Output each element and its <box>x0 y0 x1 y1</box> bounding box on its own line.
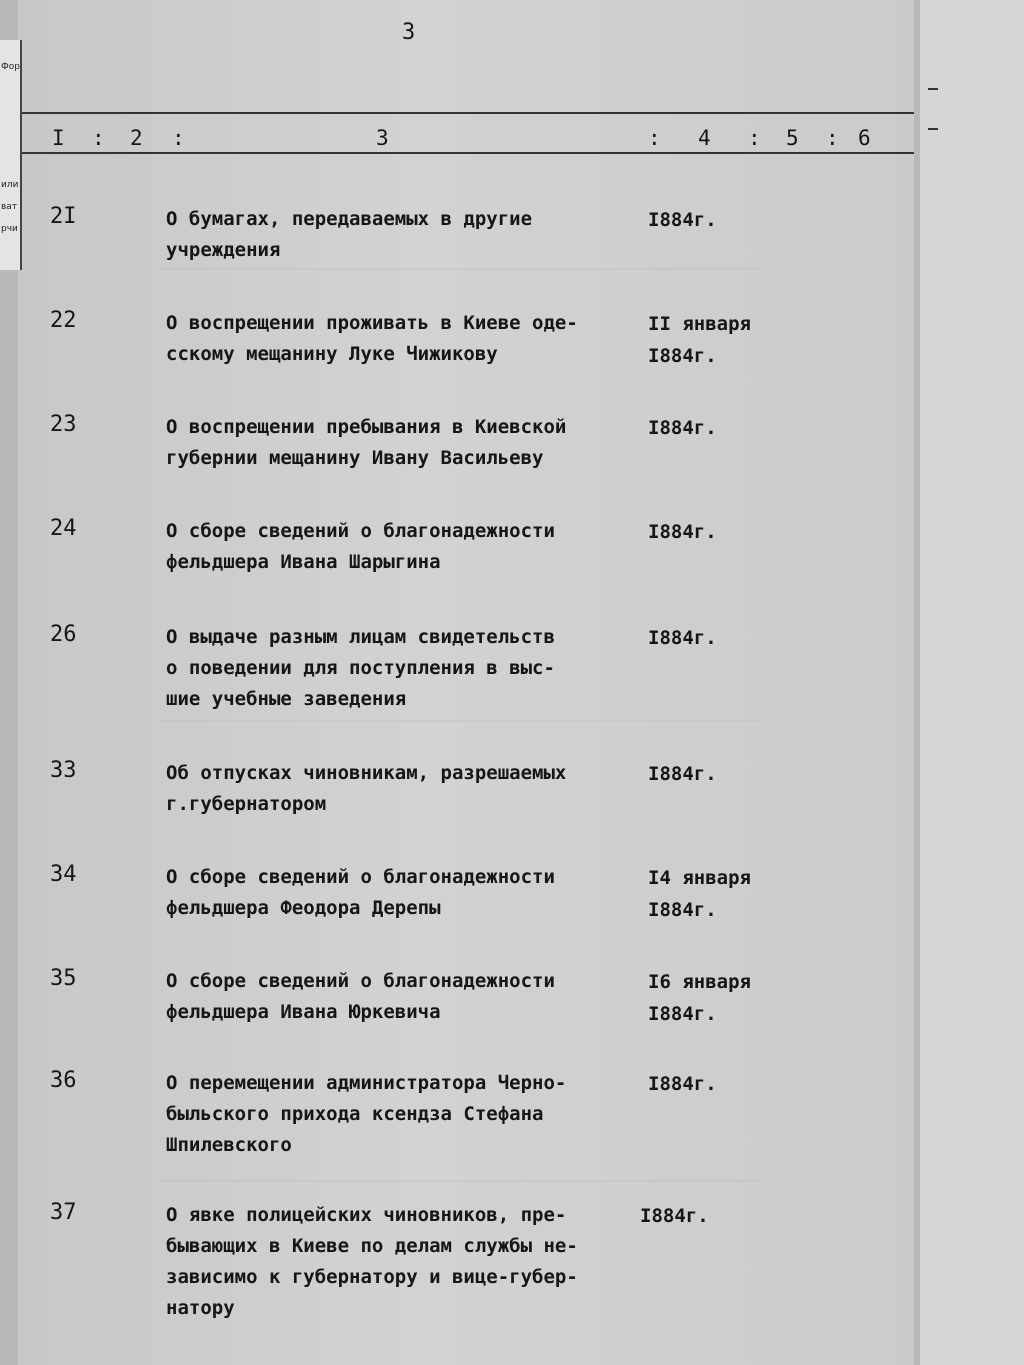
entry-title: О воспрещении пребывания в Киевской губернии мещанину Ивану Васильеву <box>166 416 567 469</box>
underlying-page <box>920 0 1024 1365</box>
column-separator: : <box>748 126 763 150</box>
entry-number: 26 <box>50 622 77 647</box>
entry-date: I884г. <box>640 1205 709 1227</box>
entry-number: 35 <box>50 966 77 991</box>
entry-date: I884г. <box>648 627 717 649</box>
column-header-3: 3 <box>376 126 391 150</box>
adjacent-page-edge <box>0 40 22 270</box>
column-header-6: 6 <box>858 126 873 150</box>
entry-number: 37 <box>50 1200 77 1225</box>
entry-title: О бумагах, передаваемых в другие учреждения <box>166 208 533 261</box>
entry-number: 23 <box>50 412 77 437</box>
edge-text: или <box>1 180 19 190</box>
entry-number: 36 <box>50 1068 77 1093</box>
margin-mark <box>928 128 938 130</box>
edge-text: ват <box>1 202 18 212</box>
column-header-5: 5 <box>786 126 801 150</box>
entry-title: О сборе сведений о благонадежности фельдшера Феодора Дерепы <box>166 866 555 919</box>
column-header-1: I <box>52 126 67 150</box>
edge-text: Фор <box>1 62 20 72</box>
entry-date: I884г. <box>648 1073 717 1095</box>
bleed-through <box>158 268 758 270</box>
column-separator: : <box>92 126 107 150</box>
column-header-4: 4 <box>698 126 713 150</box>
column-separator: : <box>826 126 841 150</box>
entry-date: I884г. <box>648 521 717 543</box>
entry-date: I884г. <box>648 763 717 785</box>
entry-number: 22 <box>50 308 77 333</box>
entry-number: 34 <box>50 862 77 887</box>
entry-title: О сборе сведений о благонадежности фельдшера Ивана Шарыгина <box>166 520 555 573</box>
entry-title: О выдаче разным лицам свидетельств о поведении для поступления в выс- шие учебные заведения <box>166 626 555 710</box>
header-top-rule <box>22 112 914 114</box>
entry-title: О перемещении администратора Черно- быльского прихода ксендза Стефана Шпилевского <box>166 1072 567 1156</box>
bleed-through <box>158 720 758 722</box>
entry-date: I4 января I884г. <box>648 867 751 921</box>
entry-number: 2I <box>50 204 77 229</box>
margin-mark <box>928 88 938 90</box>
bleed-through <box>158 1180 758 1182</box>
entry-date: II января I884г. <box>648 313 751 367</box>
column-header-2: 2 <box>130 126 145 150</box>
entry-date: I884г. <box>648 417 717 439</box>
page-number: 3 <box>402 20 416 45</box>
entry-date: I884г. <box>648 209 717 231</box>
entry-title: Об отпусках чиновникам, разрешаемых г.губернатором <box>166 762 567 815</box>
entry-date: I6 января I884г. <box>648 971 751 1025</box>
entry-title: О сборе сведений о благонадежности фельдшера Ивана Юркевича <box>166 970 555 1023</box>
column-separator: : <box>648 126 663 150</box>
entry-number: 33 <box>50 758 77 783</box>
entry-number: 24 <box>50 516 77 541</box>
entry-title: О явке полицейских чиновников, пре- бывающих в Киеве по делам службы не- зависимо к губернатору и вице-губер- натору <box>166 1204 578 1319</box>
edge-text: рчи <box>1 224 18 234</box>
column-separator: : <box>172 126 187 150</box>
entry-title: О воспрещении проживать в Киеве оде- сскому мещанину Луке Чижикову <box>166 312 578 365</box>
header-bottom-rule <box>22 152 914 154</box>
